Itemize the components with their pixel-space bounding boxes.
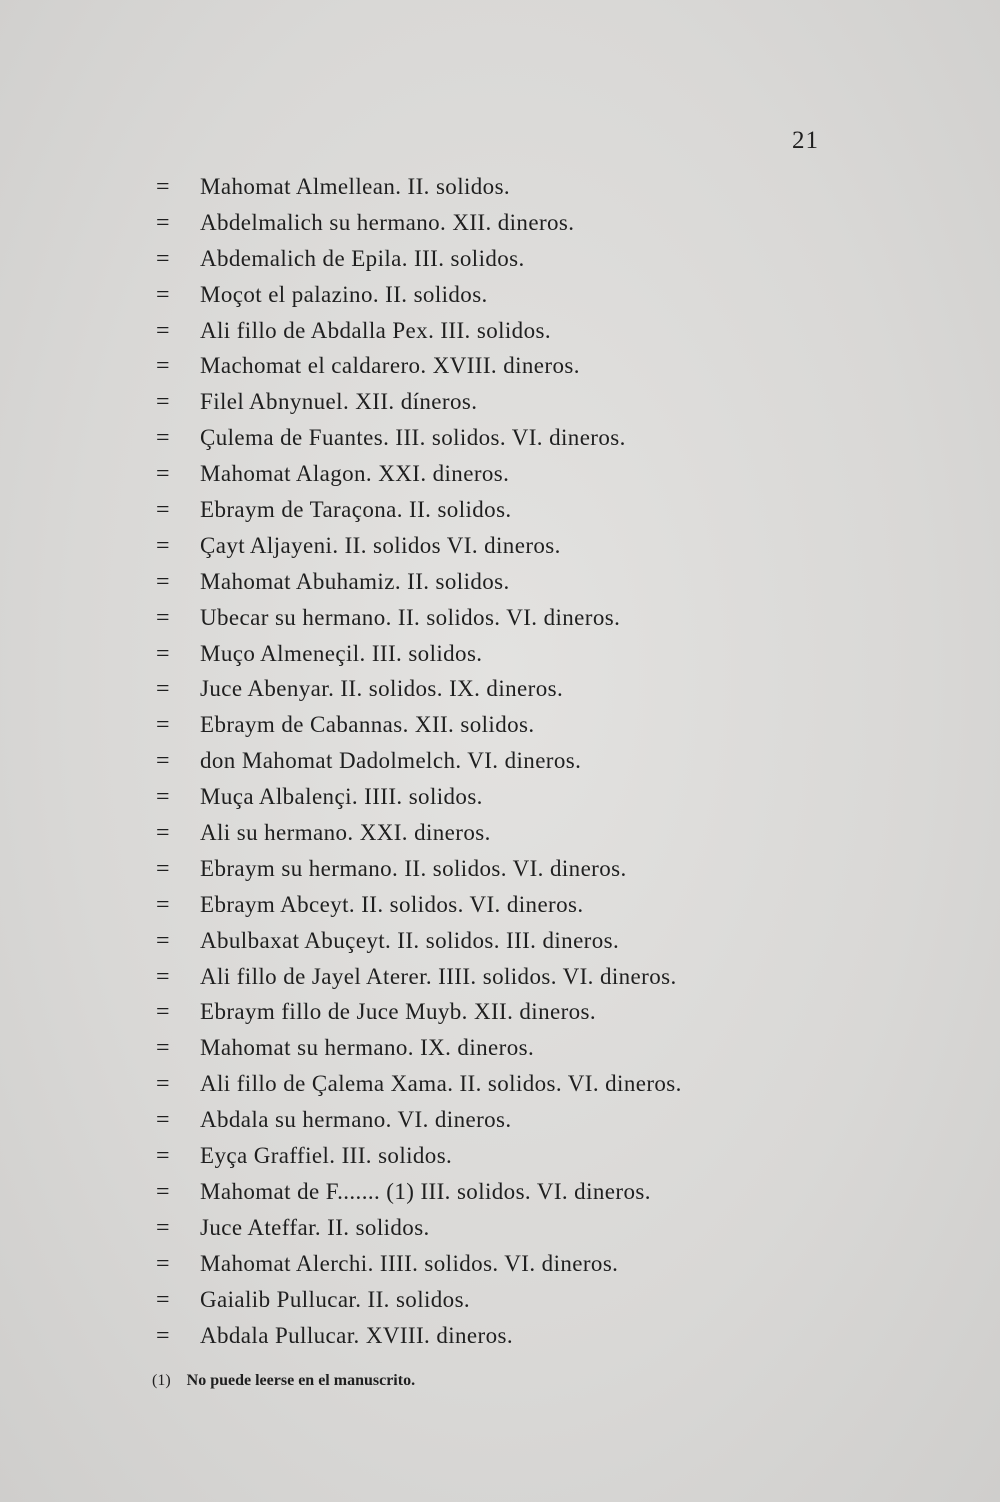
entry-mark: =: [156, 1178, 170, 1205]
entry-mark: =: [156, 855, 170, 882]
list-item: [156, 852, 876, 888]
entry-mark: =: [156, 389, 170, 416]
entry-text: Mahomat de F....... (1) III. solidos. VI. dineros.: [200, 1178, 651, 1204]
entry-text: Ali fillo de Jayel Aterer. IIII. solidos. VI. dineros.: [200, 963, 677, 989]
entry-mark: =: [156, 820, 170, 847]
entry-mark: =: [156, 461, 170, 488]
entry-text: Ebraym su hermano. II. solidos. VI. dineros.: [200, 855, 627, 881]
entry-text: Mahomat Abuhamiz. II. solidos.: [200, 568, 510, 594]
entry-mark: =: [156, 281, 170, 308]
list-item: [156, 206, 876, 242]
list-item: [156, 924, 876, 960]
entry-mark: =: [156, 963, 170, 990]
entry-mark: =: [156, 1107, 170, 1134]
entry-mark: =: [156, 1286, 170, 1313]
entry-text: Abdemalich de Epila. III. solidos.: [200, 245, 525, 271]
entry-text: Ali fillo de Çalema Xama. II. solidos. VI. dineros.: [200, 1071, 682, 1097]
entry-text: Ali su hermano. XXI. dineros.: [200, 820, 491, 846]
entry-text: Ubecar su hermano. II. solidos. VI. dineros.: [200, 604, 621, 630]
list-item: [156, 385, 876, 421]
list-item: [156, 1067, 876, 1103]
entry-text: Gaialib Pullucar. II. solidos.: [200, 1286, 471, 1312]
entry-text: Ebraym de Cabannas. XII. solidos.: [200, 712, 535, 738]
list-item: [156, 457, 876, 493]
entry-text: Muça Albalençi. IIII. solidos.: [200, 784, 483, 810]
entry-mark: =: [156, 1250, 170, 1277]
entry-mark: =: [156, 891, 170, 918]
list-item: [156, 278, 876, 314]
list-item: [156, 314, 876, 350]
entry-text: Mahomat su hermano. IX. dineros.: [200, 1035, 535, 1061]
list-item: [156, 744, 876, 780]
entry-mark: =: [156, 784, 170, 811]
entry-text: Juce Ateffar. II. solidos.: [200, 1214, 430, 1240]
entry-text: Abdelmalich su hermano. XII. dineros.: [200, 209, 575, 235]
list-item: [156, 780, 876, 816]
entry-text: Çulema de Fuantes. III. solidos. VI. dineros.: [200, 425, 626, 451]
list-item: [156, 170, 876, 206]
entry-mark: =: [156, 1071, 170, 1098]
entry-mark: =: [156, 568, 170, 595]
entry-text: don Mahomat Dadolmelch. VI. dineros.: [200, 748, 582, 774]
entry-text: Machomat el caldarero. XVIII. dineros.: [200, 353, 580, 379]
list-item: [156, 1175, 876, 1211]
entry-mark: =: [156, 209, 170, 236]
list-item: [156, 421, 876, 457]
entry-text: Ebraym Abceyt. II. solidos. VI. dineros.: [200, 891, 584, 917]
list-item: [156, 1031, 876, 1067]
list-item: [156, 1103, 876, 1139]
list-item: [156, 493, 876, 529]
entry-text: Mahomat Almellean. II. solidos.: [200, 174, 511, 199]
list-item: [156, 565, 876, 601]
entry-mark: =: [156, 174, 170, 200]
entry-text: Çayt Aljayeni. II. solidos VI. dineros.: [200, 532, 561, 558]
entry-mark: =: [156, 245, 170, 272]
entry-text: Mahomat Alerchi. IIII. solidos. VI. dineros.: [200, 1250, 619, 1276]
list-item: [156, 242, 876, 278]
list-item: [156, 1139, 876, 1175]
list-item: [156, 1211, 876, 1247]
entry-text: Mahomat Alagon. XXI. dineros.: [200, 461, 510, 487]
entry-mark: =: [156, 1143, 170, 1170]
entry-mark: =: [156, 748, 170, 775]
entry-mark: =: [156, 497, 170, 524]
entry-text: Abdala su hermano. VI. dineros.: [200, 1107, 512, 1133]
list-item: [156, 995, 876, 1031]
entry-mark: =: [156, 712, 170, 739]
entry-mark: =: [156, 640, 170, 667]
entry-mark: =: [156, 604, 170, 631]
entry-mark: =: [156, 1035, 170, 1062]
footnote-text: No puede leerse en el manuscrito.: [186, 1372, 416, 1389]
entry-mark: =: [156, 927, 170, 954]
list-item: [156, 888, 876, 924]
list-item: [156, 1283, 876, 1319]
entry-text: Abulbaxat Abuçeyt. II. solidos. III. dineros.: [200, 927, 620, 953]
entry-mark: =: [156, 1322, 170, 1349]
list-item: [156, 349, 876, 385]
footnote: [152, 1372, 415, 1390]
entry-text: Filel Abnynuel. XII. díneros.: [200, 389, 478, 415]
entry-mark: =: [156, 1214, 170, 1241]
list-item: [156, 816, 876, 852]
list-item: [156, 708, 876, 744]
entry-list: [156, 170, 876, 1354]
entry-mark: =: [156, 317, 170, 344]
list-item: [156, 1319, 876, 1355]
list-item: [156, 637, 876, 673]
entry-text: Eyça Graffiel. III. solidos.: [200, 1143, 453, 1169]
entry-text: Muço Almeneçil. III. solidos.: [200, 640, 483, 666]
entry-mark: =: [156, 353, 170, 380]
list-item: [156, 960, 876, 996]
page-number: 21: [792, 127, 819, 154]
entry-text: Moçot el palazino. II. solidos.: [200, 281, 488, 307]
entry-text: Abdala Pullucar. XVIII. dineros.: [200, 1322, 514, 1348]
list-item: [156, 1247, 876, 1283]
list-item: [156, 601, 876, 637]
list-item: [156, 672, 876, 708]
entry-mark: =: [156, 532, 170, 559]
entry-mark: =: [156, 676, 170, 703]
entry-text: Ali fillo de Abdalla Pex. III. solidos.: [200, 317, 551, 343]
entry-mark: =: [156, 999, 170, 1026]
footnote-mark: (1): [152, 1372, 171, 1389]
entry-mark: =: [156, 425, 170, 452]
entry-text: Ebraym de Taraçona. II. solidos.: [200, 497, 512, 523]
entry-text: Ebraym fillo de Juce Muyb. XII. dineros.: [200, 999, 597, 1025]
list-item: [156, 529, 876, 565]
entry-text: Juce Abenyar. II. solidos. IX. dineros.: [200, 676, 564, 702]
